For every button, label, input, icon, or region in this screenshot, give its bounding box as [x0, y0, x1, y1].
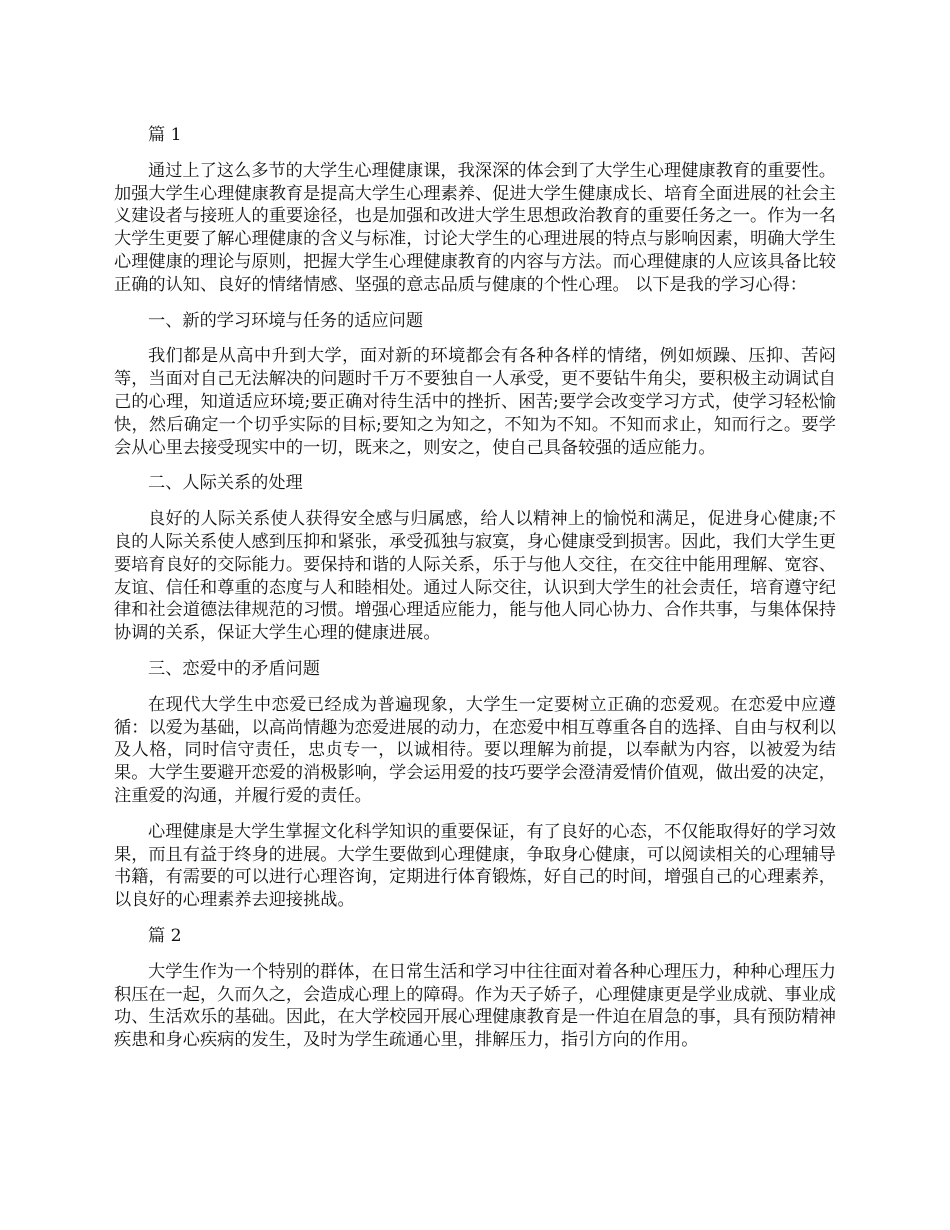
subheading-romance: 三、恋爱中的矛盾问题 [148, 658, 320, 679]
document-body [114, 124, 836, 1065]
section-title-2: 篇 2 [148, 925, 182, 946]
paragraph-conclusion: 心理健康是大学生掌握文化科学知识的重要保证，有了良好的心态，不仅能取得好的学习效果，而且有益于终身的进展。大学生要做到心理健康，争取身心健康，可以阅读相关的心理辅导书籍，有需要的可以进行心理咨询，定期进行体育锻炼，好自己的时间，增强自己的心理素养，以良好的心理素养去迎接挑战。 [114, 821, 836, 911]
paragraph-adaptation: 我们都是从高中升到大学，面对新的环境都会有各种各样的情绪，例如烦躁、压抑、苦闷等，当面对自己无法解决的问题时千万不要独自一人承受，更不要钻牛角尖，要积极主动调试自己的心理，知道适应环境;要正确对待生活中的挫折、困苦;要学会改变学习方式，使学习轻松愉快，然后确定一个切乎实际的目标;要知之为知之，不知为不知。不知而求止，知而行之。要学会从心里去接受现实中的一切，既来之，则安之，使自己具备较强的适应能力。 [114, 346, 836, 458]
paragraph-romance: 在现代大学生中恋爱已经成为普遍现象，大学生一定要树立正确的恋爱观。在恋爱中应遵循：以爱为基础，以高尚情趣为恋爱进展的动力，在恋爱中相互尊重各自的选择、自由与权利以及人格，同时信守责任，忠贞专一，以诚相待。要以理解为前提，以奉献为内容，以被爱为结果。大学生要避开恋爱的消极影响，学会运用爱的技巧要学会澄清爱情价值观，做出爱的决定，注重爱的沟通，并履行爱的责任。 [114, 694, 836, 806]
paragraph-relationships: 良好的人际关系使人获得安全感与归属感，给人以精神上的愉悦和满足，促进身心健康;不良的人际关系使人感到压抑和紧张，承受孤独与寂寞，身心健康受到损害。因此，我们大学生更要培育良好的交际能力。要保持和谐的人际关系，乐于与他人交往，在交往中能用理解、宽容、友谊、信任和尊重的态度与人和睦相处。通过人际交往，认识到大学生的社会责任，培育遵守纪律和社会道德法律规范的习惯。增强心理适应能力，能与他人同心协力、合作共事，与集体保持协调的关系，保证大学生心理的健康进展。 [114, 509, 836, 644]
paragraph-intro-1: 通过上了这么多节的大学生心理健康课，我深深的体会到了大学生心理健康教育的重要性。加强大学生心理健康教育是提高大学生心理素养、促进大学生健康成长、培育全面进展的社会主义建设者与接班人的重要途径，也是加强和改进大学生思想政治教育的重要任务之一。作为一名大学生更要了解心理健康的含义与标准，讨论大学生的心理进展的特点与影响因素，明确大学生心理健康的理论与原则，把握大学生心理健康教育的内容与方法。而心理健康的人应该具备比较正确的认知、良好的情绪情感、坚强的意志品质与健康的个性心理。 以下是我的学习心得： [114, 160, 836, 295]
paragraph-intro-2: 大学生作为一个特别的群体，在日常生活和学习中往往面对着各种心理压力，种种心理压力积压在一起，久而久之，会造成心理上的障碍。作为天子娇子，心理健康更是学业成就、事业成功、生活欢乐的基础。因此，在大学校园开展心理健康教育是一件迫在眉急的事，具有预防精神疾患和身心疾病的发生，及时为学生疏通心里，排解压力，指引方向的作用。 [114, 961, 836, 1051]
section-title-1: 篇 1 [148, 125, 182, 145]
subheading-relationships: 二、人际关系的处理 [148, 473, 303, 494]
subheading-adaptation: 一、新的学习环境与任务的适应问题 [148, 310, 424, 331]
